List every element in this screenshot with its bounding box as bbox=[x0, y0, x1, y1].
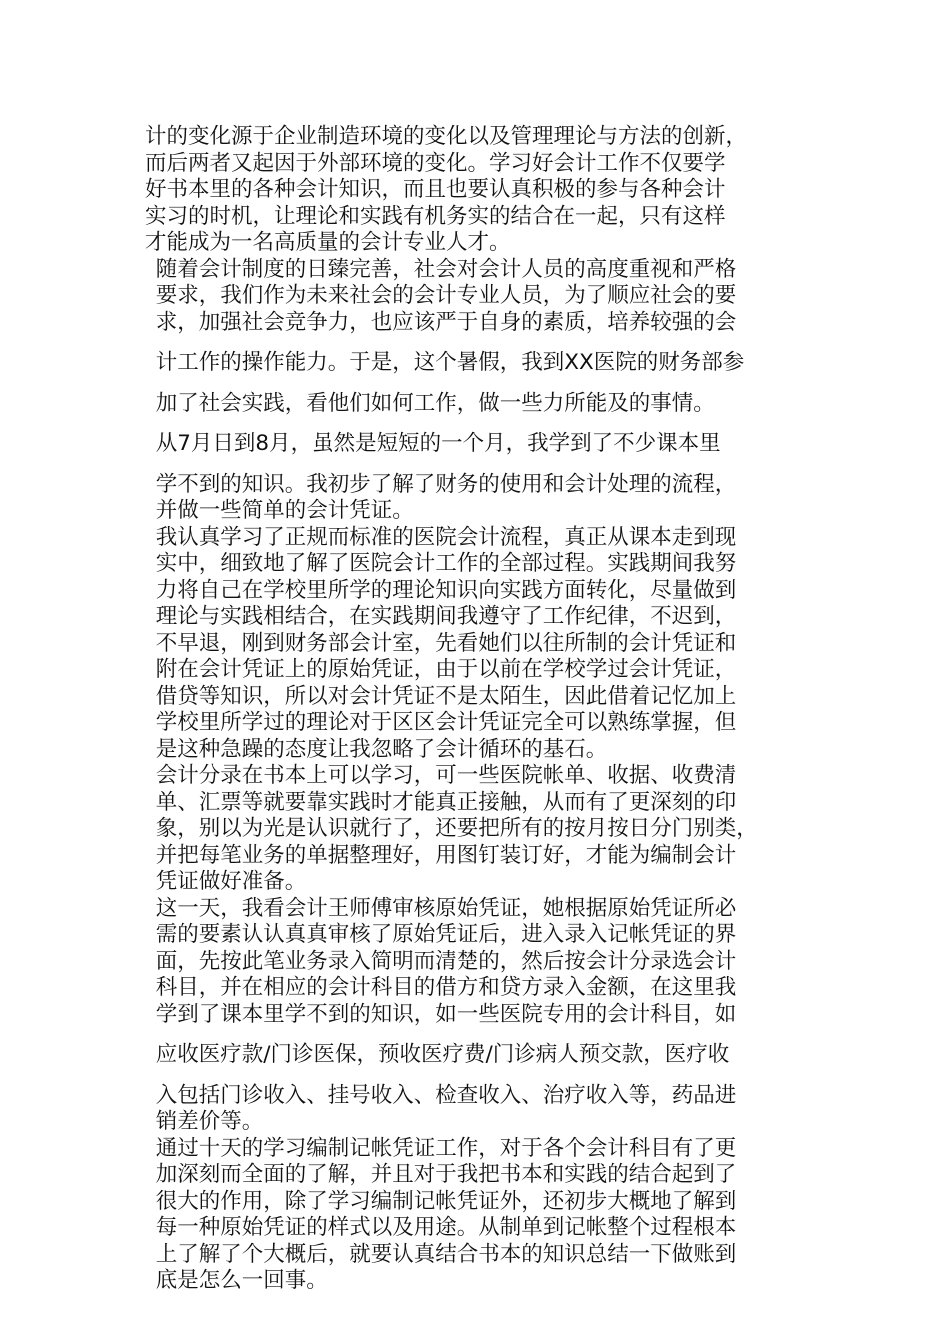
text-line: 力将自己在学校里所学的理论知识向实践方面转化，尽量做到 bbox=[155, 577, 737, 603]
text-line: 实习的时机，让理论和实践有机务实的结合在一起，只有这样 bbox=[145, 203, 726, 229]
text-line: 并做一些简单的会计凭证。 bbox=[155, 498, 414, 523]
document-body bbox=[145, 124, 811, 1295]
text-line: 并把每笔业务的单据整理好，用图钉装订好，才能为编制会计 bbox=[155, 842, 737, 868]
text-line: 象，别以为光是认识就行了，还要把所有的按月按日分门别类， bbox=[155, 816, 758, 841]
text-line: 通过十天的学习编制记帐凭证工作，对于各个会计科目有了更 bbox=[155, 1135, 737, 1161]
text-line: 学不到的知识。我初步了解了财务的使用和会计处理的流程， bbox=[155, 471, 737, 497]
text-line: 面，先按此笔业务录入简明而清楚的，然后按会计分录选会计 bbox=[155, 948, 737, 974]
text-line: 计工作的操作能力。于是，这个暑假，我到XX医院的财务部参 bbox=[155, 350, 745, 375]
text-line: 好书本里的各种会计知识，而且也要认真积极的参与各种会计 bbox=[145, 177, 726, 202]
text-line: 上了解了个大概后，就要认真结合书本的知识总结一下做账到 bbox=[155, 1241, 737, 1267]
text-line: 是这种急躁的态度让我忽略了会计循环的基石。 bbox=[155, 736, 608, 762]
text-line: 单、汇票等就要靠实践时才能真正接触，从而有了更深刻的印 bbox=[155, 789, 737, 815]
text-line: 要求，我们作为未来社会的会计专业人员，为了顺应社会的要 bbox=[155, 283, 737, 308]
text-line: 入包括门诊收入、挂号收入、检查收入、治疗收入等，药品进 bbox=[155, 1082, 737, 1108]
paragraph-5 bbox=[145, 763, 811, 896]
text-line: 很大的作用，除了学习编制记帐凭证外，还初步大概地了解到 bbox=[155, 1188, 737, 1214]
text-line: 而后两者又起因于外部环境的变化。学习好会计工作不仅要学 bbox=[145, 150, 726, 176]
paragraph-7 bbox=[145, 1136, 811, 1295]
text-line: 求，加强社会竞争力，也应该严于自身的素质，培养较强的会 bbox=[155, 309, 737, 335]
text-line: 加了社会实践，看他们如何工作，做一些力所能及的事情。 bbox=[155, 390, 715, 416]
text-line: 会计分录在书本上可以学习，可一些医院帐单、收据、收费清 bbox=[155, 763, 737, 788]
paragraph-1 bbox=[145, 124, 811, 257]
text-line: 才能成为一名高质量的会计专业人才。 bbox=[145, 230, 511, 255]
text-line: 我认真学习了正规而标准的医院会计流程，真正从课本走到现 bbox=[155, 524, 737, 550]
text-line: 附在会计凭证上的原始凭证，由于以前在学校学过会计凭证， bbox=[155, 657, 737, 682]
text-line: 底是怎么一回事。 bbox=[155, 1268, 328, 1293]
text-line: 学校里所学过的理论对于区区会计凭证完全可以熟练掌握，但 bbox=[155, 710, 737, 735]
text-line: 随着会计制度的日臻完善，社会对会计人员的高度重视和严格 bbox=[155, 256, 737, 282]
text-line: 实中，细致地了解了医院会计工作的全部过程。实践期间我努 bbox=[155, 551, 737, 576]
paragraph-4 bbox=[145, 525, 811, 764]
text-line: 销差价等。 bbox=[155, 1109, 264, 1134]
text-line: 每一种原始凭证的样式以及用途。从制单到记帐整个过程根本 bbox=[155, 1215, 737, 1240]
text-line: 借贷等知识，所以对会计凭证不是太陌生，因此借着记忆加上 bbox=[155, 683, 737, 709]
text-line: 应收医疗款/门诊医保，预收医疗费/门诊病人预交款，医疗收 bbox=[155, 1042, 730, 1067]
paragraph-6 bbox=[145, 896, 811, 1136]
text-line: 理论与实践相结合，在实践期间我遵守了工作纪律，不迟到， bbox=[155, 604, 737, 629]
text-line: 科目，并在相应的会计科目的借方和贷方录入金额，在这里我 bbox=[155, 975, 737, 1000]
text-line: 学到了课本里学不到的知识，如一些医院专用的会计科目，如 bbox=[155, 1001, 737, 1027]
text-line: 凭证做好准备。 bbox=[155, 869, 307, 894]
text-line: 加深刻而全面的了解，并且对于我把书本和实践的结合起到了 bbox=[155, 1162, 737, 1187]
text-line: 这一天，我看会计王师傅审核原始凭证，她根据原始凭证所必 bbox=[155, 895, 737, 921]
text-line: 计的变化源于企业制造环境的变化以及管理理论与方法的创新， bbox=[145, 124, 748, 149]
paragraph-2 bbox=[145, 257, 811, 418]
text-line: 从7月日到8月，虽然是短短的一个月，我学到了不少课本里 bbox=[155, 431, 721, 456]
text-line: 需的要素认认真真审核了原始凭证后，进入录入记帐凭证的界 bbox=[155, 922, 737, 947]
text-line: 不早退，刚到财务部会计室，先看她们以往所制的会计凭证和 bbox=[155, 630, 737, 656]
paragraph-3 bbox=[145, 431, 811, 525]
